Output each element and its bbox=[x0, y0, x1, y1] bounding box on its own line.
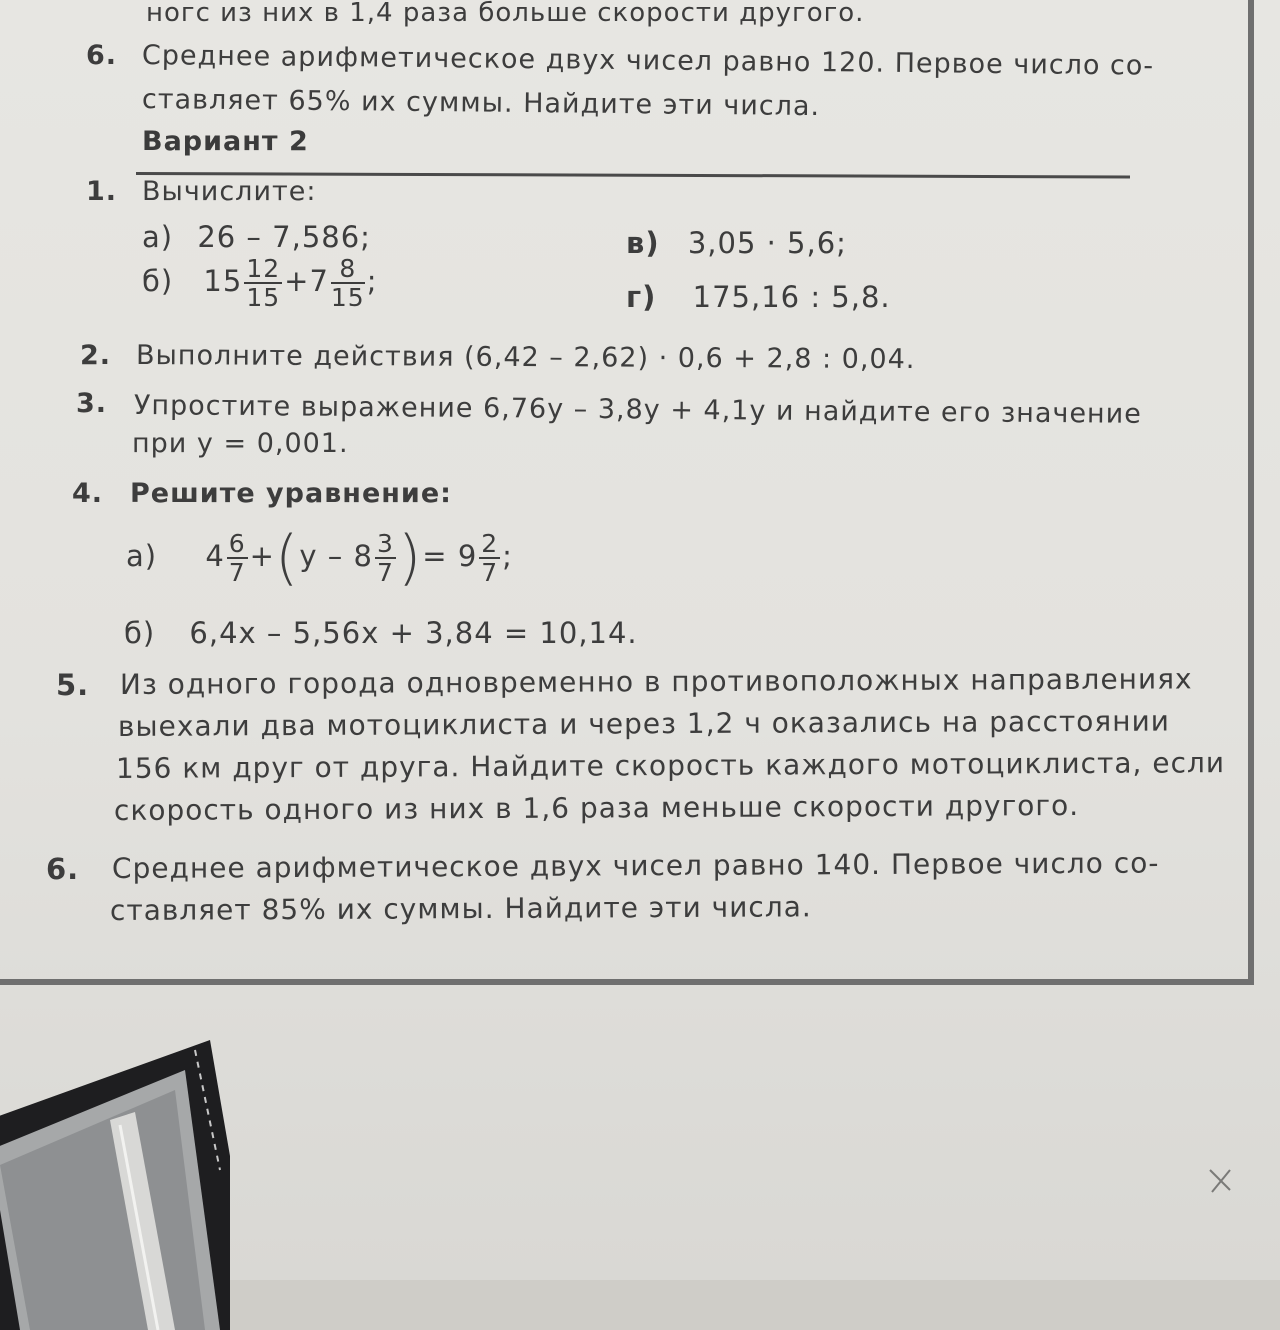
task4-a-label: а) bbox=[126, 539, 158, 573]
task4-a-end: ; bbox=[502, 539, 513, 573]
task1-b-fraction2 bbox=[331, 256, 365, 310]
task4-b bbox=[124, 616, 638, 650]
task3-num bbox=[76, 388, 107, 419]
task1-g-label: г) bbox=[626, 280, 657, 314]
task4-num-text: 4. bbox=[72, 478, 104, 509]
task3-line2: при y = 0,001. bbox=[132, 428, 349, 459]
task4-b-expr: 6,4x – 5,56x + 3,84 = 10,14. bbox=[189, 616, 638, 650]
prev-task6-line1: Среднее арифметическое двух чисел равно 120. Первое число со- bbox=[141, 40, 1155, 82]
task1-v-expr: 3,05 · 5,6; bbox=[687, 226, 847, 260]
prev-task6-num: 6. bbox=[86, 40, 118, 71]
task1-b-whole1: 15 bbox=[203, 264, 243, 298]
prev-task6-line2: ставляет 65% их суммы. Найдите эти числа. bbox=[141, 84, 821, 123]
task4-a-eq: = 9 bbox=[422, 539, 478, 573]
task2-text: Выполните действия (6,42 – 2,62) · 0,6 + 2,8 : 0,04. bbox=[135, 340, 916, 376]
task1-b-end: ; bbox=[366, 264, 378, 298]
task6-line2: ставляет 85% их суммы. Найдите эти числа. bbox=[109, 890, 812, 927]
task4-a bbox=[126, 523, 513, 593]
task3-num-text: 3. bbox=[76, 388, 108, 419]
task4-prompt: Решите уравнение: bbox=[130, 478, 452, 509]
task4-num bbox=[72, 478, 103, 509]
task4-b-label: б) bbox=[124, 616, 156, 650]
task1-a-label: а) bbox=[142, 220, 174, 254]
task1-b-whole2: 7 bbox=[309, 264, 329, 298]
task4-a-whole1: 4 bbox=[205, 539, 225, 573]
task6-num-text: 6. bbox=[46, 852, 80, 886]
task5-line3: 156 км друг от друга. Найдите скорость каждого мотоциклиста, если bbox=[115, 746, 1226, 785]
task1-a bbox=[142, 220, 371, 254]
folder-object bbox=[0, 1030, 230, 1330]
paper-mark bbox=[1200, 1160, 1240, 1200]
task4-a-fraction2 bbox=[375, 531, 396, 585]
prev-text-tail: ногс из них в 1,4 раза больше скорости другого. bbox=[146, 0, 865, 28]
task1-g bbox=[626, 280, 891, 314]
task2-num-text: 2. bbox=[80, 340, 112, 371]
task3-line1: Упростите выражение 6,76y – 3,8y + 4,1y и найдите его значение bbox=[133, 390, 1142, 430]
task4-a-plus: + bbox=[249, 539, 275, 573]
task1-b-den1: 15 bbox=[246, 283, 281, 312]
task5-line1: Из одного города одновременно в противоположных направлениях bbox=[119, 662, 1193, 701]
task5-line2: выехали два мотоциклиста и через 1,2 ч оказались на расстоянии bbox=[117, 704, 1171, 743]
task1-b-label: б) bbox=[142, 264, 174, 298]
task1-b-num2: 8 bbox=[331, 256, 365, 284]
task4-a-den3: 7 bbox=[481, 558, 499, 587]
task4-a-num3: 2 bbox=[481, 529, 499, 558]
task1-num bbox=[86, 176, 117, 207]
task1-a-expr: 26 – 7,586; bbox=[197, 220, 371, 254]
prev-task6 bbox=[86, 40, 117, 71]
task6-line1: Среднее арифметическое двух чисел равно 140. Первое число со- bbox=[111, 846, 1160, 885]
task1-b-num1: 12 bbox=[246, 254, 281, 283]
task5-line4: скорость одного из них в 1,6 раза меньше скорости другого. bbox=[113, 788, 1080, 827]
task4-a-close: ) bbox=[397, 523, 423, 593]
task4-a-fraction1 bbox=[227, 531, 248, 585]
task4-a-den2: 7 bbox=[376, 558, 394, 587]
task1-v-label: в) bbox=[626, 226, 660, 260]
task4-a-open: ( bbox=[274, 523, 300, 593]
task5-num bbox=[56, 668, 89, 702]
task1-v bbox=[626, 226, 847, 260]
variant-title: Вариант 2 bbox=[142, 126, 309, 157]
task2-num bbox=[80, 340, 111, 371]
task1-b bbox=[142, 256, 378, 310]
task4-a-num2: 3 bbox=[376, 529, 394, 558]
task1-b-den2: 15 bbox=[330, 283, 365, 312]
task1-num-text: 1. bbox=[86, 176, 118, 207]
task6-num bbox=[46, 852, 79, 886]
task1-prompt: Вычислите: bbox=[142, 176, 317, 207]
task5-num-text: 5. bbox=[56, 668, 90, 702]
task4-a-fraction3 bbox=[479, 531, 500, 585]
task1-b-fraction1 bbox=[244, 256, 282, 310]
task4-a-inner: y – 8 bbox=[299, 539, 373, 573]
task4-a-num1: 6 bbox=[228, 529, 246, 558]
task1-b-op: + bbox=[284, 264, 310, 298]
task1-g-expr: 175,16 : 5,8. bbox=[692, 280, 891, 314]
task4-a-den1: 7 bbox=[228, 558, 246, 587]
